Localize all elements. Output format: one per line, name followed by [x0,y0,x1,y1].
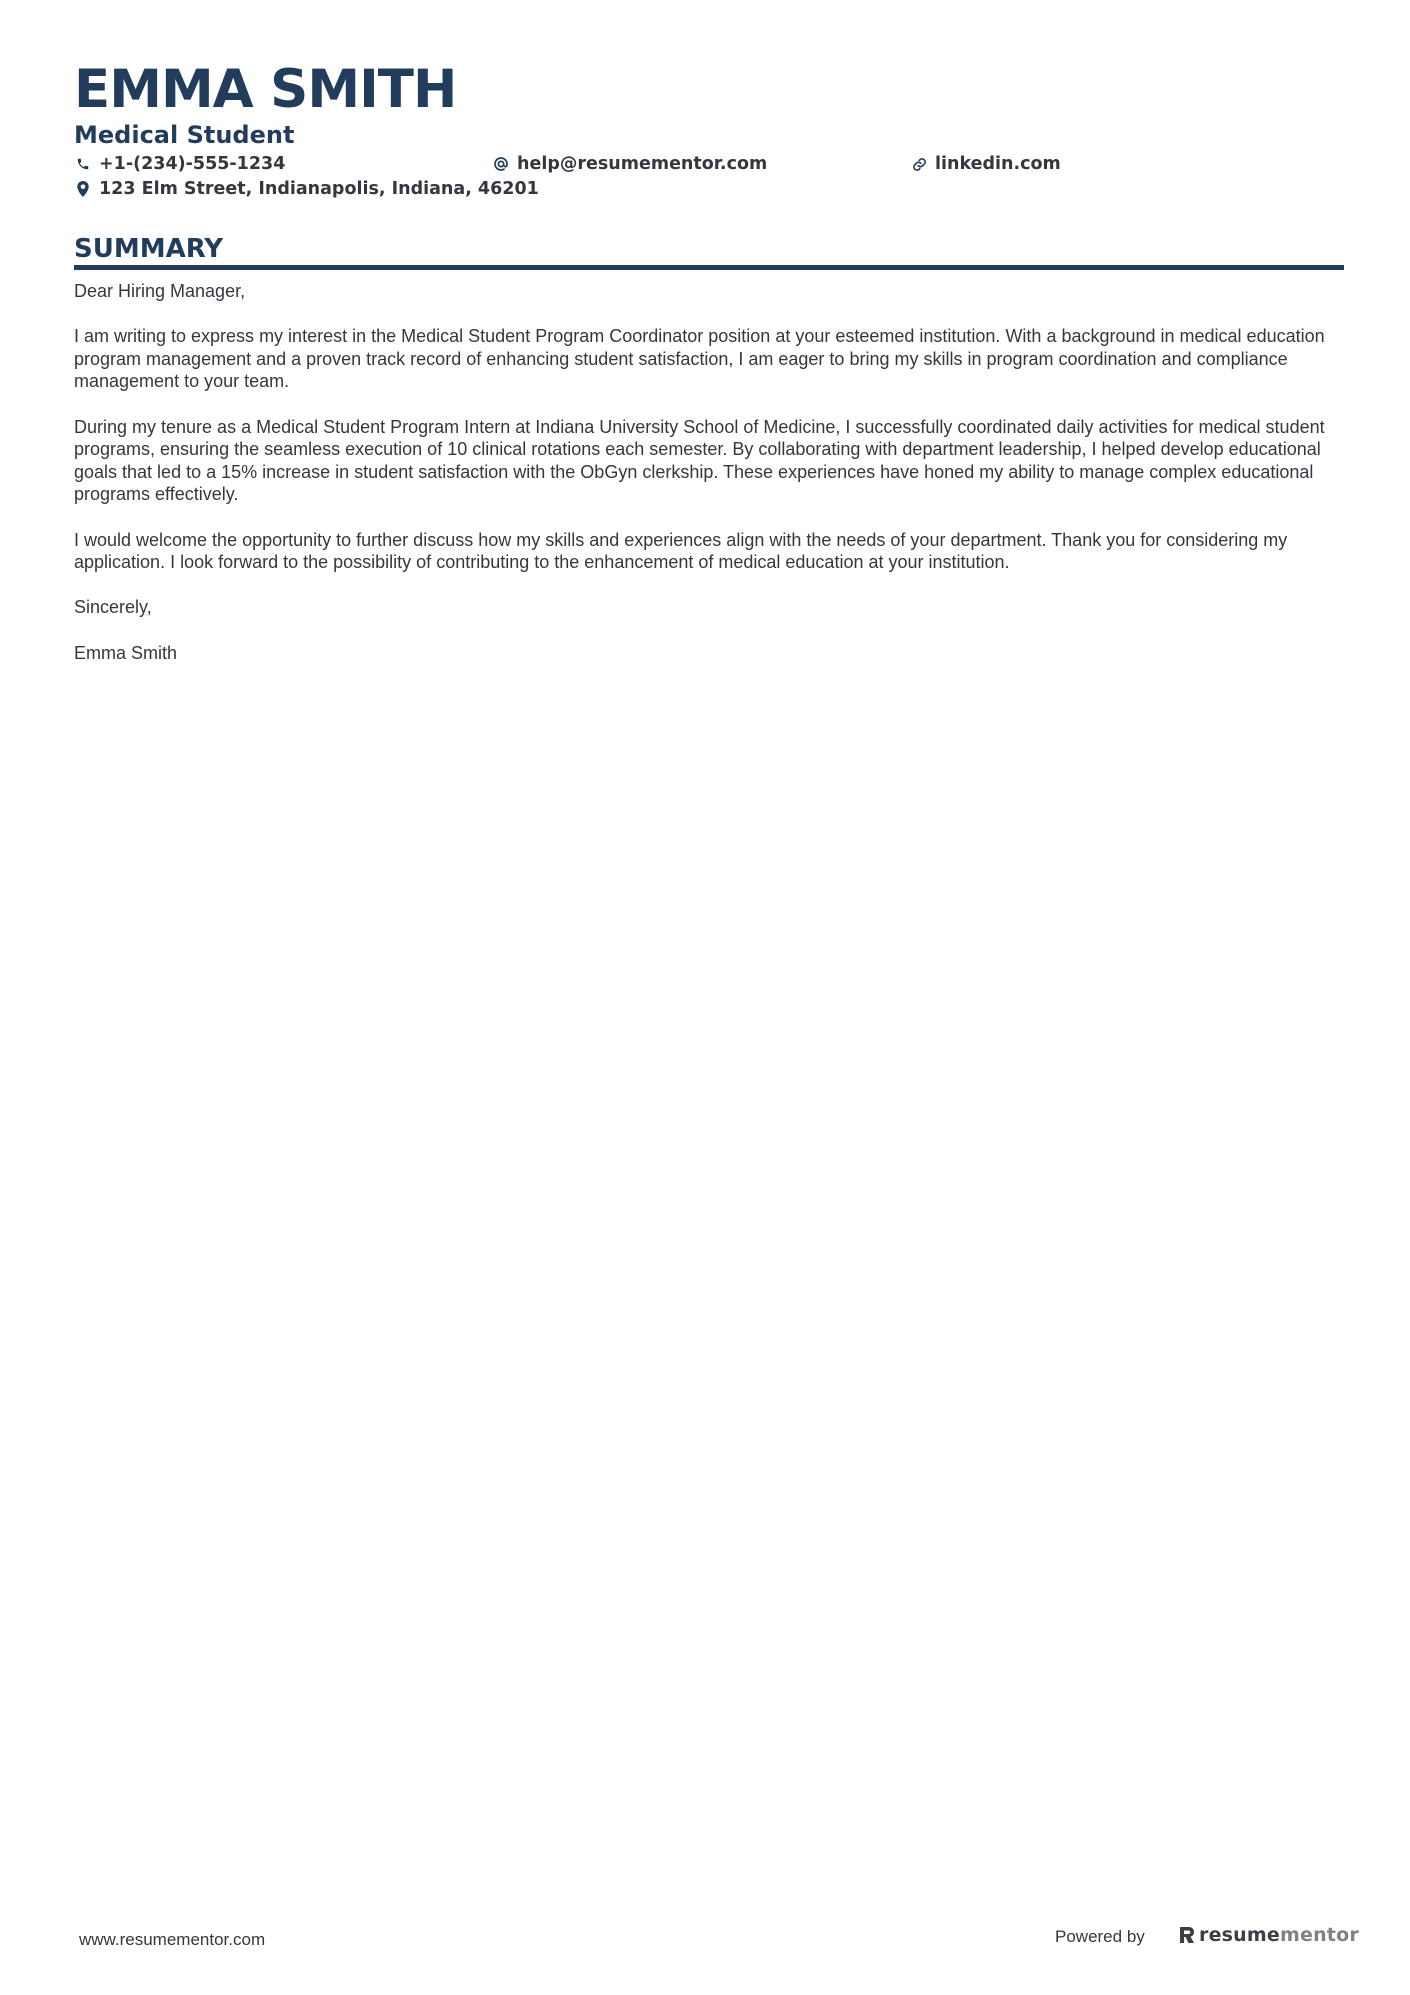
letter-closing: Sincerely, [74,597,152,618]
section-divider [74,265,1344,270]
at-icon [492,155,510,173]
candidate-name: EMMA SMITH [74,59,457,120]
letter-salutation: Dear Hiring Manager, [74,281,246,301]
letter-paragraph-1: I am writing to express my interest in the Medical Student Program Coordinator position at your esteemed institution. With a background in medical education program management and a proven track record of enhancing student satisfaction, I am eager to bring my skills in program coordination and compliance management to your team. [74,326,1325,392]
website-text[interactable]: linkedin.com [935,154,1061,174]
logo-text-mentor: mentor [1279,1924,1359,1946]
link-icon [910,155,928,173]
logo-text-resume: resume [1199,1924,1280,1946]
letter-paragraph-2: During my tenure as a Medical Student Program Intern at Indiana University School of Medicine, I successfully coordinated daily activities for medical student programs, ensuring the seamless execution of 10 clinical rotations each semester. By collaborating with department leadership, I helped develop educational goals that led to a 15% increase in student satisfaction with the ObGyn clerkship. These experiences have honed my ability to manage complex educational programs effectively. [74,416,1325,505]
email-text[interactable]: help@resumementor.com [517,154,768,174]
phone-icon [74,155,92,173]
letter-paragraph-3: I would welcome the opportunity to further discuss how my skills and experiences align with the needs of your department. Thank you for considering my application. I look forward to the possibility of contributing to the enhancement of medical education at your institution. [74,529,1288,573]
footer-url[interactable]: www.resumementor.com [79,1930,266,1949]
contact-phone [74,152,285,176]
contact-address [74,177,539,201]
letter-body [74,280,1344,687]
section-heading-summary: SUMMARY [74,234,224,264]
powered-by-label: Powered by [1055,1927,1145,1946]
letter-signature: Emma Smith [74,642,178,663]
resumementor-logo-icon [1178,1925,1196,1945]
phone-text: +1-(234)-555-1234 [99,154,286,174]
resumementor-logo[interactable] [1178,1924,1359,1946]
candidate-title: Medical Student [74,121,295,149]
map-pin-icon [74,180,92,198]
contact-website[interactable] [910,152,1061,176]
address-text: 123 Elm Street, Indianapolis, Indiana, 46201 [99,179,539,199]
contact-email[interactable] [492,152,767,176]
